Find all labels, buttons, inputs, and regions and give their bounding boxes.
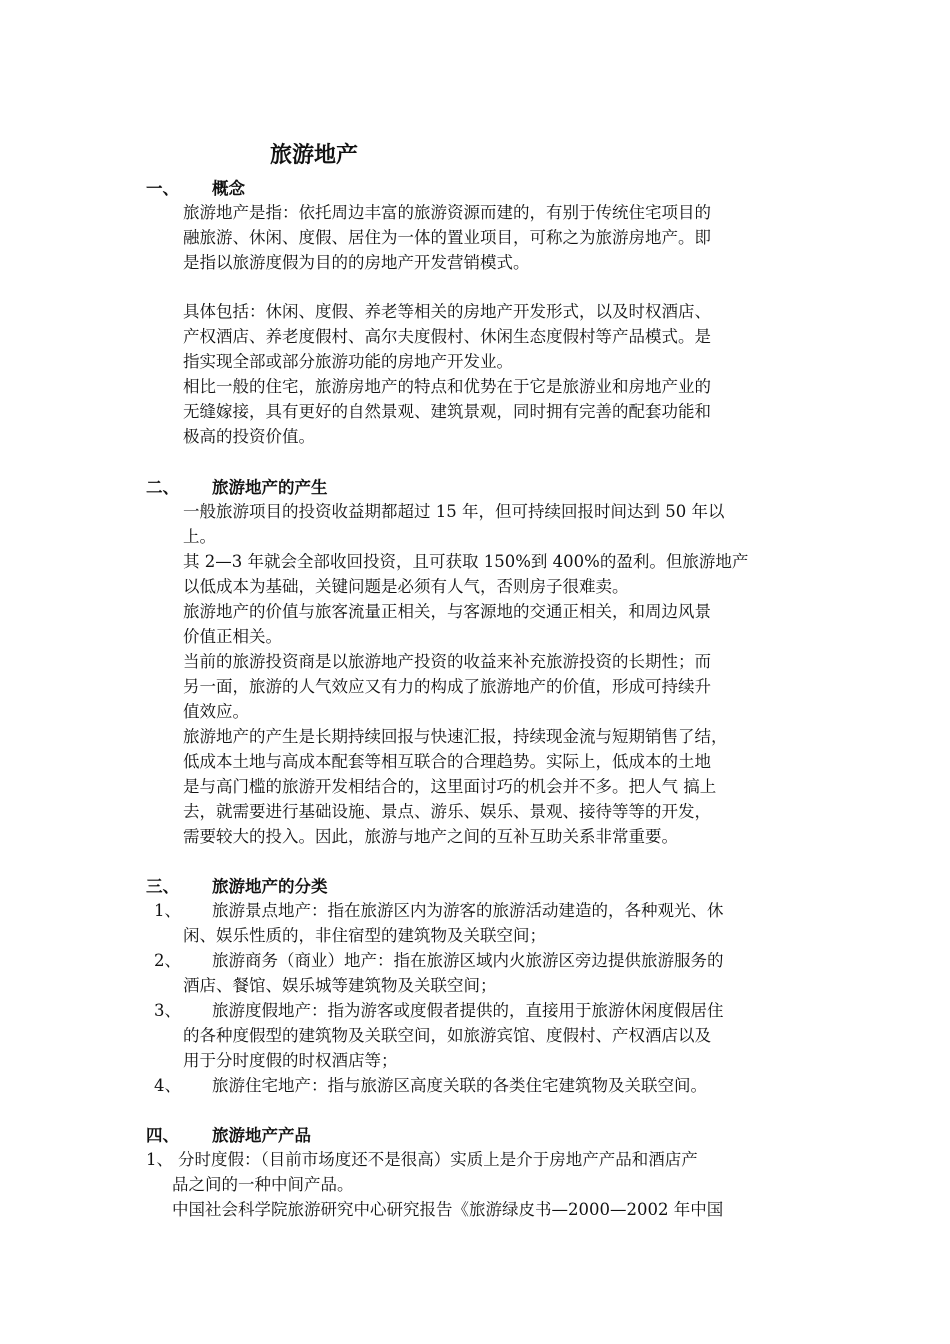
list-item-line: 品之间的一种中间产品。 [172, 1175, 354, 1194]
paragraph-line: 旅游地产的产生是长期持续回报与快速汇报，持续现金流与短期销售了结， [183, 727, 728, 746]
paragraph-line: 另一面，旅游的人气效应又有力的构成了旅游地产的价值，形成可持续升 [183, 677, 711, 696]
paragraph-line: 值效应。 [183, 702, 249, 721]
paragraph-line: 指实现全部或部分旅游功能的房地产开发业。 [183, 352, 513, 371]
list-item-number: 2、 [154, 951, 181, 970]
paragraph-line: 旅游地产的价值与旅客流量正相关，与客源地的交通正相关，和周边风景 [183, 602, 711, 621]
paragraph-line: 相比一般的住宅，旅游房地产的特点和优势在于它是旅游业和房地产业的 [183, 377, 711, 396]
section-3-heading: 旅游地产的分类 [212, 877, 328, 896]
paragraph-line: 上。 [183, 527, 216, 546]
paragraph-line: 是指以旅游度假为目的的房地产开发营销模式。 [183, 253, 530, 272]
list-item-line: 旅游住宅地产：指与旅游区高度关联的各类住宅建筑物及关联空间。 [212, 1076, 707, 1095]
paragraph-line: 极高的投资价值。 [183, 427, 315, 446]
list-item-line: 酒店、餐馆、娱乐城等建筑物及关联空间； [183, 976, 497, 995]
paragraph-line: 当前的旅游投资商是以旅游地产投资的收益来补充旅游投资的长期性；而 [183, 652, 711, 671]
section-4-heading: 旅游地产产品 [212, 1126, 311, 1145]
paragraph-line: 去，就需要进行基础设施、景点、游乐、娱乐、景观、接待等等的开发， [183, 802, 711, 821]
paragraph-line: 一般旅游项目的投资收益期都超过 15 年，但可持续回报时间达到 50 年以 [183, 502, 725, 521]
list-item-number: 1、 [146, 1150, 173, 1169]
paragraph-line: 低成本土地与高成本配套等相互联合的合理趋势。实际上，低成本的土地 [183, 752, 711, 771]
section-1-heading: 概念 [212, 179, 245, 198]
list-item-line: 的各种度假型的建筑物及关联空间，如旅游宾馆、度假村、产权酒店以及 [183, 1026, 711, 1045]
paragraph-line: 中国社会科学院旅游研究中心研究报告《旅游绿皮书—2000—2002 年中国 [172, 1200, 724, 1219]
paragraph-line: 是与高门槛的旅游开发相结合的，这里面讨巧的机会并不多。把人气 搞上 [183, 777, 717, 796]
paragraph-line: 融旅游、休闲、度假、居住为一体的置业项目，可称之为旅游房地产。即 [183, 228, 711, 247]
paragraph-line: 产权酒店、养老度假村、高尔夫度假村、休闲生态度假村等产品模式。是 [183, 327, 711, 346]
paragraph-line: 需要较大的投入。因此，旅游与地产之间的互补互助关系非常重要。 [183, 827, 678, 846]
list-item-number: 3、 [154, 1001, 181, 1020]
section-2-heading: 旅游地产的产生 [212, 478, 328, 497]
paragraph-line: 具体包括：休闲、度假、养老等相关的房地产开发形式，以及时权酒店、 [183, 302, 711, 321]
list-item-line: 分时度假：（目前市场度还不是很高）实质上是介于房地产产品和酒店产 [178, 1150, 698, 1169]
paragraph-line: 旅游地产是指：依托周边丰富的旅游资源而建的，有别于传统住宅项目的 [183, 203, 711, 222]
list-item-number: 1、 [154, 901, 181, 920]
list-item-number: 4、 [154, 1076, 181, 1095]
list-item-line: 旅游商务（商业）地产：指在旅游区域内火旅游区旁边提供旅游服务的 [212, 951, 724, 970]
list-item-line: 用于分时度假的时权酒店等； [183, 1051, 398, 1070]
paragraph-line: 价值正相关。 [183, 627, 282, 646]
paragraph-line: 以低成本为基础，关键问题是必须有人气，否则房子很难卖。 [183, 577, 629, 596]
paragraph-line: 无缝嫁接，具有更好的自然景观、建筑景观，同时拥有完善的配套功能和 [183, 402, 711, 421]
section-3-number: 三、 [146, 877, 179, 896]
list-item-line: 旅游景点地产：指在旅游区内为游客的旅游活动建造的，各种观光、休 [212, 901, 724, 920]
document-title: 旅游地产 [270, 143, 359, 168]
list-item-line: 闲、娱乐性质的，非住宿型的建筑物及关联空间； [183, 926, 546, 945]
section-4-number: 四、 [146, 1126, 179, 1145]
section-1-number: 一、 [146, 179, 179, 198]
section-2-number: 二、 [146, 478, 179, 497]
paragraph-line: 其 2—3 年就会全部收回投资，且可获取 150%到 400%的盈利。但旅游地产 [183, 552, 749, 571]
list-item-line: 旅游度假地产：指为游客或度假者提供的，直接用于旅游休闲度假居住 [212, 1001, 724, 1020]
